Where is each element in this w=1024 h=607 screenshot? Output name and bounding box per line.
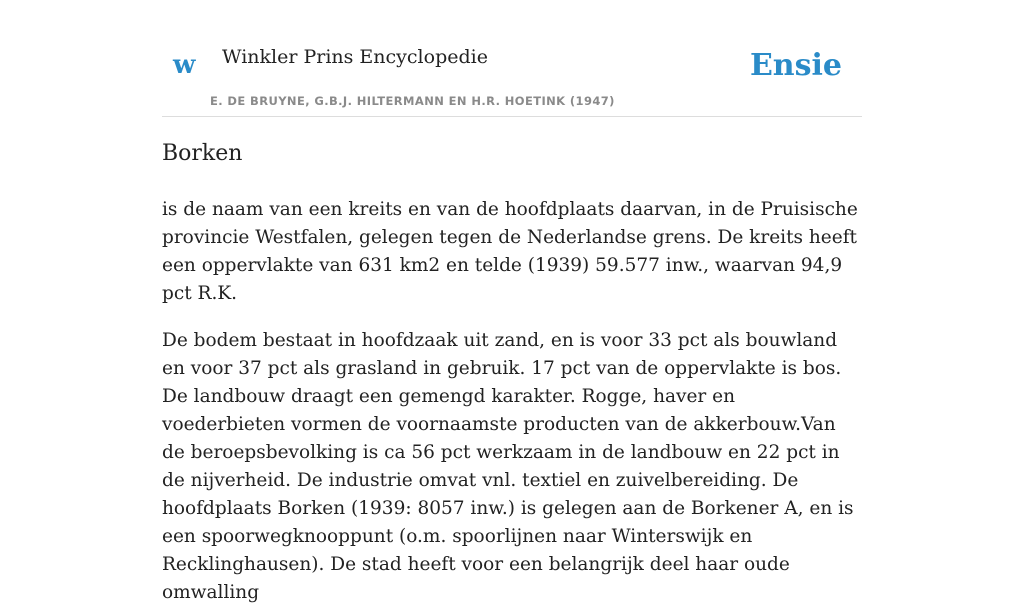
publication-title[interactable]: Winkler Prins Encyclopedie [222,46,488,68]
article-title: Borken [162,141,243,166]
article [162,138,862,607]
ensie-logo[interactable]: Ensie [749,48,842,83]
page-header [162,0,862,117]
publication-authors: E. DE BRUYNE, G.B.J. HILTERMANN EN H.R. HOETINK (1947) [210,94,615,108]
article-paragraph: De bodem bestaat in hoofdzaak uit zand, en is voor 33 pct als bouwland en voor 37 pct als grasland in gebruik. 17 pct van de oppervlakte is bos. De landbouw draagt een gemengd karakter. Rogge, haver en voederbieten vormen de voornaamste producten van de akkerbouw.Van de beroepsbevolking is ca 56 pct werkzaam in de landbouw en 22 pct in de nijverheid. De industrie omvat vnl. textiel en zuivelbereiding. De hoofdplaats Borken (1939: 8057 inw.) is gelegen aan de Borkener A, en is een spoorwegknooppunt (o.m. spoorlijnen naar Winterswijk en Recklinghausen). De stad heeft voor een belangrijk deel haar oude omwalling [162,330,854,603]
article-paragraph: is de naam van een kreits en van de hoofdplaats daarvan, in de Pruisische provincie Westfalen, gelegen tegen de Nederlandse grens. De kreits heeft een oppervlakte van 631 km2 en telde (1939) 59.577 inw., waarvan 94,9 pct R.K. [162,199,858,304]
publication-logo[interactable]: w [173,50,196,80]
